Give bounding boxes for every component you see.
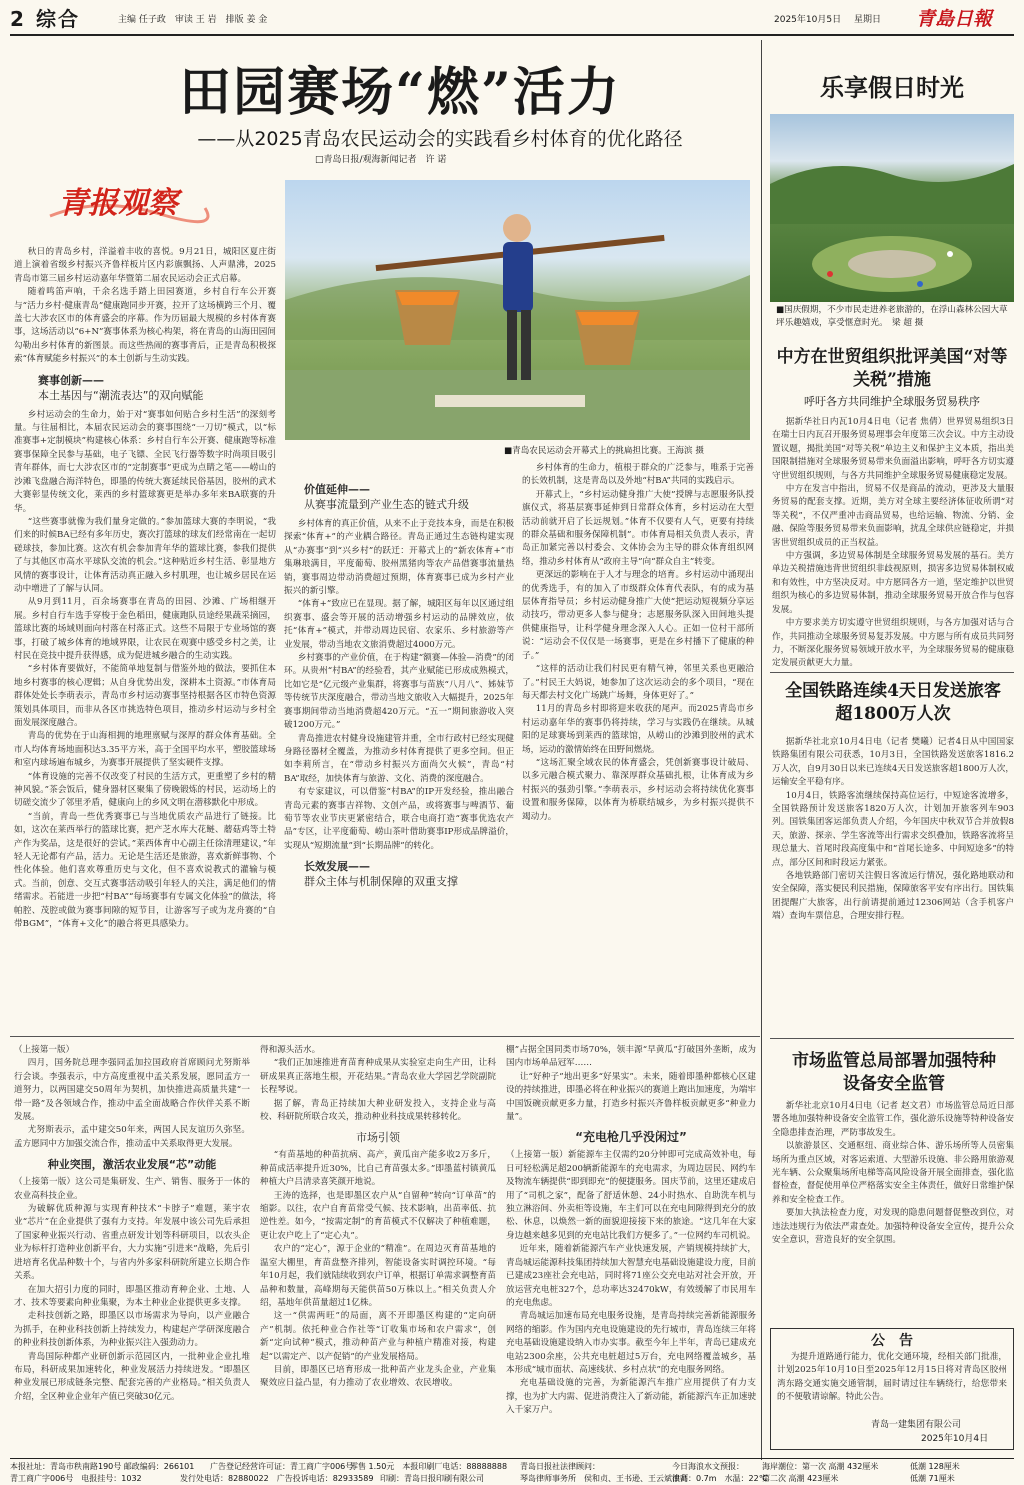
column-logo-text: 青报观察	[58, 186, 178, 221]
lead-subtitle: ——从2025青岛农民运动会的实践看乡村体育的优化路径	[197, 128, 683, 150]
col3-lead: 棚”占据全国同类市场70%，领丰源“早黄瓜”打破国外垄断，成为国内市场单品冠军……	[506, 1045, 756, 1069]
notice-text: 为提升道路通行能力，优化交通环境，经相关部门批准，计划2025年10月10日至2025年12月15日将对青岛区胶州湾东路交通实施交通管制，届时请过往车辆绕行，给您带来的不便敬请谅解。特此公告。	[777, 1352, 1007, 1403]
section3-para-2: 开幕式上，“乡村运动健身推广大使”授牌与志愿服务队授旗仪式，将基层赛事延伸到日常群众体育，乡村运动在大型活动前就开启了长远规划。”体育不仅要有人气，更要有持续的群众基础和服务保障机制”。市体育局相关负责人表示，青岛正加紧完善以村委会、文体协会为主导的群众体育组织网络，推动乡村体育从“政府主导”向“群众自主”转变。	[522, 489, 754, 567]
col2-lead: 得和源头活水。	[260, 1045, 321, 1055]
col2-para-2: 据了解，青岛正持续加大种业研发投入，支持企业与高校、科研院所联合攻关，推动种业科技成果转移转化。	[260, 1098, 496, 1123]
footer-l2-b: 发行处电话：82880022 广告投诉电话：82933589	[180, 1474, 374, 1483]
footer-l2-e: 浪高：0.7m 水温：22℃	[672, 1474, 768, 1483]
footer-l1-g: 低潮 128厘米	[910, 1462, 960, 1471]
section1-para-6: “体育设施的完善不仅改变了村民的生活方式，更重塑了乡村的精神风貌。”茶会饭后，健身器材区聚集了傍晚锻炼的村民，运动场上的切磋交流少了邻里矛盾，健康向上的乡风文明在潜移默化中形成。	[14, 771, 276, 809]
section2-para-5: 有专家建议，可以借鉴“村BA”的IP开发经验，推出融合青岛元素的赛事吉祥物、文创产品，或将赛事与啤酒节、葡萄节等农业节庆更紧密结合，联合电商打造“赛事优选农产品”专区，让平度葡萄、崂山茶叶借助赛事IP形成品牌溢价，实现从“短期流量”到“长期品牌”的转化。	[284, 787, 514, 851]
lead-byline: □青岛日报/观海新闻记者 许 诺	[315, 155, 447, 165]
section2-para-4: 青岛推进农村健身设施建管并重，全市行政村已经实现健身路径器材全覆盖，为推动乡村体育提供了更多空间。但正如李莉所言，在“带动乡村振兴方面尚欠火候”，青岛“村BA”取经，加快体育与旅游、文化、消费的深度融合。	[284, 733, 514, 784]
footer-l2-c: 印刷：青岛日报印刷有限公司	[380, 1474, 484, 1483]
section1-para-7: “当前，青岛一些优秀赛事已与当地优质农产品进行了链接。比如，这次在莱西举行的篮球比赛，把产芝水库大花鲢、蘑菇鸡等土特产作为奖品，这是很好的尝试。”莱西体育中心副主任徐清理建议，”年轻人无论都有产品，活力。无论是生活还是旅游，喜欢新鲜事物、个性化体验。他们喜欢尊重历史与文化，但不喜欢说教式的灌输与模式。当前，创意、交互式赛事活动吸引年轻人的关注，满足他们的情绪需求。若能进一步把“村BA”“每场赛事有专属文化体验”的做法，将帕腔、茂腔或做为赛事间隙的短节目，让游客写子或为龙舟赛的“自带BGM”，“体育+文化”的融合将更具感染力。	[14, 811, 276, 930]
col1-lead: （上接第一版）	[14, 1045, 75, 1055]
footer-l1-c: 零售 1.50元 本报印刷厂电话：88888888	[350, 1462, 508, 1471]
footer	[10, 1460, 1014, 1485]
section3-para-3: 更深远的影响在于人才与理念的培育。乡村运动中涌现出的优秀选手，有的加入了市级群众体育代表队，有的成为基层体育指导员；乡村运动健身推广大使“把运动短视频分享运动技巧，带动更多人参与健身；志愿服务队深入田间地头提供健康指导，让科学健身理念深入人心。正如一位村干部所说：“运动会不仅仅是一场赛事，更是在乡村播下了健康的种子。”	[522, 570, 754, 661]
col3b-para-4: 充电基础设施的完善，为新能源汽车推广应用提供了有力支撑，也为扩大内需、促进消费注入了新动能，新能源汽车正加速驶入千家万户。	[506, 1378, 756, 1416]
footer-l1-f: 海岸潮位：第一次 高潮 432厘米	[762, 1462, 879, 1471]
notice-title: 公 告	[871, 1333, 913, 1349]
continuation-rule	[10, 1036, 760, 1037]
section3-para-1: 乡村体育的生命力，植根于群众的广泛参与，唯系于完善的长效机制，这是青岛以及外地“村BA”共同的实践启示。	[522, 463, 754, 487]
continued-column-1	[14, 1044, 250, 1458]
leisure-caption: ■国庆假期，不少市民走进养老旅游的，在浮山森林公园大草坪乐趣嬉戏，享受惬意时光。 梁 超 摄	[776, 305, 1008, 328]
leisure-photo	[770, 114, 1014, 302]
col2-para-1: “我们正加速推进育苗育种成果从实验室走向生产田，让科研成果真正落地生根，开花结果。”青岛农业大学园艺学院副院长程琴说。	[260, 1058, 496, 1096]
lead-photo-caption: ■青岛农民运动会开幕式上的挑扁担比赛。王海滨 摄	[504, 446, 704, 456]
newspaper-logo: 青島日報	[916, 8, 993, 30]
col2b-para-2: 王涛的选择，也是即墨区农户从“自留种”转向“订单苗”的缩影。以往，农户自育苗常受气候、技术影响，出苗率低、抗逆性差。如今，“按需定制”的育苗模式不仅解决了种植难题，更让农户吃上了“定心丸”。	[260, 1190, 496, 1241]
wto-para-2: 中方在发言中指出，贸易不仅是商品的流动，更涉及大量服务贸易的配套支撑。近期，美方对全球主要经济体征收所谓“对等关税”，不仅严重冲击商品贸易，也给运输、物流、分销、金融、保险等服务贸易带来负面影响，扰乱全球供应链稳定，并损害世贸组织成员的正当权益。	[772, 484, 1014, 548]
issue-date: 2025年10月5日	[774, 15, 842, 25]
market-para-1: 新华社北京10月4日电（记者 赵文君）市场监管总局近日部署各地加强特种设备安全监管工作，强化游乐设施等特种设备安全隐患排查治理，严防事故发生。	[772, 1101, 1014, 1138]
footer-l1-a: 本报社址：青岛市秩南路190号 邮政编码：266101	[10, 1462, 195, 1471]
section2-subtitle: 从赛事流量到产业生态的链式升级	[304, 498, 469, 511]
section1-para-1: 乡村运动会的生命力，始于对“赛事如何贴合乡村生活”的深刻考量。与往届相比，本届农民运动会的赛事围绕“一刀切”模式，以“标准赛事+定制模块”构建核心体系：乡村自行车公开赛、健康跑等标准赛事保障全民参与基础，电子飞镖、全民飞行器等数字时尚项目吸引青年群体，而七大涉农区市的“定制赛事”更成为点睛之笔——崂山的沙滩飞盘融合海洋特色，即墨的传统大赛延续民俗基因，胶州的武术大赛彰显传统文化，莱西的乡村篮球赛更是举办多年来BA联赛的升华。	[14, 409, 276, 514]
section3-title: 长效发展——	[304, 860, 370, 874]
lead-intro-2: 随着鸣笛声响，千余名选手踏上田园赛道，乡村自行车公开赛与“活力乡村·健康青岛”健康跑同步开赛，拉开了这场横跨三个月、覆盖七大涉农区市的体育盛会的序幕。作为历届最大规模的乡村体育赛事，这场活动以“6+N”赛事体系为核心构架，将在青岛的山海田园间勾勒出乡村体育的新图景。而这些热闹的赛事背后，正是青岛积极探索“体育赋能乡村振兴”的本土创新与生动实践。	[14, 287, 276, 365]
rail-para-1: 据新华社北京10月4日电（记者 樊曦）记者4日从中国国家铁路集团有限公司获悉，10月3日，全国铁路发送旅客1816.2万人次，自9月30日以来已连续4天日发送旅客超1800万人次，运输安全平稳有序。	[772, 737, 1014, 788]
market-lead-headline: 市场引领	[356, 1131, 400, 1145]
col2b-para-5: 目前，即墨区已培育形成一批种苗产业龙头企业，产业集聚效应日益凸显，有力推动了农业增效、农民增收。	[260, 1364, 496, 1389]
seed-industry-headline: 种业突围，激活农业发展“芯”动能	[47, 1158, 217, 1172]
section-name: 综合	[36, 7, 80, 31]
section2-para-3: 乡村赛事的产业价值，在于构建“额赛—体验—消费”的闭环。从贵州“村BA”的经验看，其产业赋能已形成成熟模式，比如它是“亿元级产业集群，将赛事与苗族“八月八”、姊妹节等传统节庆深度融合，带动当地文旅收入大幅提升，2025年赛事期间带动当地消费超420万元。“五一”期间旅游收入突破1200万元。”	[284, 653, 514, 731]
notice-body	[777, 1351, 1007, 1413]
wto-para-3: 中方强调，多边贸易体制是全球服务贸易发展的基石。美方单边关税措施违背世贸组织非歧视原则，损害多边贸易体制权威和有效性，中方坚决反对。中方愿同各方一道，坚定维护以世贸组织为核心的多边贸易体制，推动全球服务贸易开放合作与包容发展。	[772, 551, 1014, 615]
notice-box	[770, 1328, 1014, 1450]
wto-subhead: 呼吁各方共同维护全球服务贸易秩序	[804, 395, 980, 408]
wto-headline: 中方在世贸组织批评美国“对等关税”措施	[776, 347, 1008, 390]
footer-l2-d: 琴岛律师事务所 侯和贞、王书逊、王云斌律师	[520, 1474, 688, 1483]
col1b-para-4: 走科技创新之路，即墨区以市场需求为导向，以产业融合为抓手，在种业科技创新上持续发力，构建起产学研深度融合的种业科技创新体系，为种业振兴注入强劲动力。	[14, 1311, 250, 1349]
lead-column-1	[14, 246, 276, 1030]
col1b-para-3: 在加大招引力度的同时，即墨区推动育种企业、土地、人才、技术等要素向种业集聚，为本土种业企业提供更多支撑。	[14, 1284, 250, 1308]
section1-title: 赛事创新——	[38, 373, 104, 387]
section1-subtitle: 本土基因与“潮流表达”的双向赋能	[38, 388, 204, 402]
section1-para-2: “这些赛事就像为我们量身定做的。”参加篮球大赛的李明说，“我们来的时候BA已经有多年历史，赛次打篮球的球友们经常南在一起切磋球技，参加比赛。这次有机会参加青年华的篮球比赛，参我们提供了与其他区市高水平球队交流的机会。”这种贴近乡村生活、彰显地方风情的赛事设计，让体育活动真正融入乡村肌理，也让城乡居民在运动中增进了了解与认同。	[14, 516, 276, 594]
col1-para-1: 四月，国务院总理李强同孟加拉国政府首席顾问尤努斯举行会谈。李强表示，中方高度重视中孟关系发展，愿同孟方一道努力，以两国建交50周年为契机，加快推进高质量共建“一带一路”及各领域合作，推动中孟全面战略合作伙伴关系不断发展。	[14, 1058, 250, 1123]
header-rule	[10, 34, 1014, 36]
footer-l2-g: 低潮 71厘米	[910, 1474, 955, 1483]
section3-para-4: “这样的活动让我们村民更有精气神，邻里关系也更融洽了。”村民王大妈说，她参加了这次运动会的多个项目，“现在每天都去村文化广场跳广场舞，身体更好了。”	[522, 664, 754, 701]
right-rail-rule-2	[770, 1038, 1014, 1039]
wto-para-1: 据新华社日内瓦10月4日电（记者 焦倩）世界贸易组织3日在瑞士日内瓦召开服务贸易理事会年度第三次会议。中方主动设置议题，揭批美国“对等关税”单边主义和保护主义本质，指出美国限制措施对全球服务贸易带来负面溢出影响，呼吁各方切实遵守世贸组织规则，与各方共同维护全球服务贸易健康稳定发展。	[772, 417, 1014, 481]
rail-para-2: 10月4日，铁路客流继续保持高位运行，中短途客流增多，全国铁路预计发送旅客1820万人次，计划加开旅客列车903列。国铁集团客运部负责人介绍，今年国庆中秋双节合并放假8天，旅游、探亲、学生客流等出行需求交织叠加，铁路客流将呈现总量大、首尾时段高度集中和“首尾长途多、中间短途多”的特点，部分区间和时段运力紧张。	[772, 790, 1014, 868]
lead-photo	[285, 180, 750, 440]
notice-date: 2025年10月4日	[921, 1434, 989, 1444]
footer-l2-a: 青工商广字006号 电报挂号：1032	[10, 1474, 142, 1483]
issue-weekday: 星期日	[854, 15, 882, 25]
col1b-para-2: 为破解优质种源与实现育种技术“卡脖子”难题，莱宇农业“芯片”在企业提供了强有力支持。年发展中该公司先后承担了国家种业振兴行动、省重点研发计划等科研项目，以农头企业为标杆打造种业创新平台，大力实施“引进来”战略，先后引进培育名优品种数十个，与省内外多家科研院所建立长期合作关系。	[14, 1204, 250, 1282]
right-rail-divider	[761, 40, 762, 1460]
notice-signer: 青岛一建集团有限公司	[871, 1420, 962, 1430]
continued-column-2	[260, 1044, 496, 1458]
right-rail-rule-1	[770, 672, 1014, 673]
col2b-para-1: “有苗基地的种苗抗病、高产，黄瓜亩产能多收2万多斤，种苗成活率提升近30%，比自己育苗强太多。”即墨蓝村镇黄瓜种植大户吕清录喜笑颜开地说。	[260, 1150, 496, 1188]
col1-para-2: 尤努斯表示，孟中建交50年来，两国人民友谊历久弥坚。孟方愿同中方加强交流合作，推动孟中关系取得更大发展。	[14, 1125, 250, 1149]
carrying-pole-race-illustration	[285, 180, 750, 440]
rail-headline: 全国铁路连续4天日发送旅客超1800万人次	[785, 681, 1001, 724]
col2b-para-4: 这一“供需两旺”的局面，离不开即墨区构建的“定向研产”机制。依托种业合作社等“订收集市场和农户需求”，创新“定向试种”模式，推动种苗产业与种植户精准对接，构建起“以需定产、以产促销”的产业发展格局。	[260, 1311, 496, 1362]
section3-para-6: “这场汇聚全域农民的体育盛会，凭创新赛事设计破局、以多元融合模式聚力、靠深厚群众基础扎根，让体育成为乡村振兴的强劲引擎。”李萌表示，乡村运动会将持续优化赛事设置和服务保障，以体育为桥联结城乡，为乡村振兴提供不竭动力。	[522, 757, 754, 822]
section1-para-4: “乡村体育要做好，不能简单地复制与借鉴外地的做法，要抓住本地乡村赛事的核心逻辑；从自身优势出发，深耕本土资源。”市体育局群体处处长李萌表示，青岛市乡村运动赛事坚持根据各区市特色资源策划具体项目，而非从各区市挑选特色项目，推动乡村运动与乡村全面发展深度融合。	[14, 664, 276, 728]
col3b-para-2: 近年来，随着新能源汽车产业快速发展，产销规模持续扩大，青岛城运能源科技集团持续加大智慧充电基础设施建设力度，目前已建成23座社会充电站，同时将71座公交充电站对社会开放，开放运营充电桩327个，总功率达32470kW，有效缓解了市民用车的充电焦虑。	[506, 1244, 756, 1308]
leisure-title: 乐享假日时光	[820, 73, 964, 102]
lead-column-3	[522, 462, 754, 1030]
market-body	[772, 1100, 1014, 1322]
footer-l1-b: 广告登记经营许可证：青工商广字006号	[210, 1462, 354, 1471]
footer-rule	[10, 1458, 1014, 1459]
section3-para-5: 11月的青岛乡村即将迎来收获的尾声。而2025青岛市乡村运动嘉年华的赛事仍将持续，学习与实践仍在继续。从城阳的足球赛场到莱西的篮球馆，从崂山的沙滩到胶州的武术场，运动的激情始终在田野间燃烧。	[522, 704, 754, 755]
col3b-para-1: （上接第一版）新能源车主仅需约20分钟即可完成高效补电，每日可轻松满足超200辆新能源车的充电需求，为周边居民、网约车及物流车辆提供“即到即充”的便捷服务。国庆节前，这里还建成启用了“司机之家”，配备了舒适休憩、24小时热水、自助洗车机与独立淋浴间、外卖柜等设施，车主们可以在充电间隙得到充分的放松、休息，以焕然一新的面貌迎接接下来的旅途。“这几年在大家身边越来越多见到的充电站比我们方便多了。”一位网约车司机说。	[506, 1150, 756, 1241]
section2-para-2: “体育+”致应已在显现。据了解，城阳区每年以区通过组织赛事、盛会等开展的活动增强乡村运动的品牌效应，依托“体育+”模式，并带动周边民宿、农家乐、乡村旅游等产业发展，带动当地农文旅消费超过4000万元。	[284, 599, 514, 650]
lead-column-2	[284, 460, 514, 1030]
editor-line: 主编 任子政 审读 王 岩 排版 姜 金	[118, 15, 268, 25]
rail-para-3: 各地铁路部门密切关注假日客流运行情况，强化路地联动和安全保障，落实便民利民措施，保障旅客平安有序出行。国铁集团提醒广大旅客，出行前请提前通过12306网站（含手机客户端）查询车票信息，合理安排行程。	[772, 871, 1014, 922]
footer-l2-f: 第二次 高潮 423厘米	[762, 1474, 839, 1483]
section2-title: 价值延伸——	[304, 483, 370, 496]
charging-headline: “充电枪几乎没闲过”	[575, 1130, 687, 1145]
col3b-para-3: 青岛城运加速布局充电服务设施，是青岛持续完善新能源服务网络的缩影。作为国内充电设施建设的先行城市，青岛连续三年将充电基础设施建设纳入市办实事。截至今年上半年，青岛已建成充电站2300余座，公共充电桩超过5万台，充电网络覆盖城乡，基本形成“城市面状、高速线状、乡村点状”的充电服务网络。	[506, 1311, 756, 1375]
wto-para-4: 中方要求美方切实遵守世贸组织规则，与各方加强对话与合作，共同推动全球服务贸易复苏发展。中方愿与所有成员共同努力，不断深化服务贸易领域开放水平，为全球服务贸易的健康稳定发展贡献更大力量。	[772, 618, 1014, 669]
column-logo	[40, 176, 210, 236]
col3-para-1: 让“好种子”地出更多“好果实”。未来，随着即墨种都核心区建设的持续推进，即墨必将在种业振兴的赛道上跑出加速度，为端牢中国饭碗贡献更多力量，打造乡村振兴齐鲁样板贡献更多“种业力量”。	[506, 1071, 756, 1123]
rail-body	[772, 736, 1014, 1034]
section3-subtitle: 群众主体与机制保障的双重支撑	[304, 875, 458, 889]
park-lawn-illustration	[770, 114, 1014, 302]
section1-para-5: 青岛的优势在于山海相拥的地理禀赋与深厚的群众体育基础。全市人均体育场地面积达3.35平方米，高于全国平均水平，塑胶篮球场和室内球场遍布城乡，为赛事开展提供了坚实硬件支撑。	[14, 731, 276, 769]
section2-para-1: 乡村体育的真正价值，从来不止于竞技本身，而是在积极探索“体育+”的产业耦合路径。青岛正通过生态链构建实现从“办赛事”到“兴乡村”的跃迁：开幕式上的“新农体育+”市集琳琅满目，平度葡萄、胶州黑猪肉等农产品借赛事流量热销，赛事周边带动消费超过预期，体育赛事已成为乡村产业振兴的新引擎。	[284, 519, 514, 597]
market-headline: 市场监管总局部署加强特种设备安全监管	[792, 1051, 996, 1094]
lead-intro-1: 秋日的青岛乡村，洋溢着丰收的喜悦。9月21日，城阳区夏庄街道上演着省级乡村振兴齐鲁样板片区内彩旗飘扬、人声鼎沸，2025青岛市第三届乡村运动嘉年华暨第二届农民运动会正式启幕。	[14, 247, 276, 284]
col1b-para-5: 青岛国际种都产业研创新示范园区内，一批种业企业扎堆布局，科研成果加速转化，种业发展活力持续迸发。“即墨区种业发展已形成链条完整、配套完善的产业格局。”相关负责人介绍，全区种业企业年产值已突破30亿元。	[14, 1351, 250, 1402]
continued-column-3	[506, 1044, 756, 1458]
market-para-3: 要加大执法检查力度，对发现的隐患问题督促整改到位，对违法违规行为依法严肃查处。加强特种设备安全宣传，提升公众安全意识，营造良好的安全氛围。	[772, 1208, 1014, 1246]
market-para-2: 以旅游景区、交通枢纽、商业综合体、游乐场所等人员密集场所为重点区域，对客运索道、大型游乐设施、非公路用旅游观光车辆、公众聚集场所电梯等高风险设备开展全面排查，强化监督检查，督促使用单位严格落实安全主体责任，做好日常维护保养和安全检查工作。	[772, 1141, 1014, 1205]
footer-l1-d: 青岛日报社法律顾问：	[520, 1462, 600, 1471]
section1-para-3: 从9月到11月，百余场赛事在青岛的田园、沙滩、广场相继开展。乡村自行车选手穿梭于金色稻田，健康跑队员途经果蔬采摘园，篮球比赛的场域则面向村落在村落正式。这些不局限于专业场馆的赛事，打破了城乡体育的地域界限，让农民在观赛中感受乡村之美，让村民在竞技中提升获得感，成为促进城乡融合的生动实践。	[14, 597, 276, 661]
col1b-para-1: （上接第一版）这公司是集研发、生产、销售、服务于一体的农业高科技企业。	[14, 1177, 250, 1201]
col2b-para-3: 农户的“定心”，源于企业的“精准”。在周边灭育苗基地的温室大棚里，育苗盘整齐排列，智能设备实时调控环境。“每年10月起，我们就陆续收到农户订单，根据订单需求调整育苗品种和数量，高峰期每天能供苗50万株以上。”相关负责人介绍，基地年供苗量超过1亿株。	[260, 1244, 496, 1308]
wto-body	[772, 416, 1014, 669]
lead-headline: 田园赛场“燃”活力	[179, 62, 621, 123]
footer-l1-e: 今日海浪水文预报：	[672, 1462, 744, 1471]
page-number: 2	[10, 7, 24, 31]
